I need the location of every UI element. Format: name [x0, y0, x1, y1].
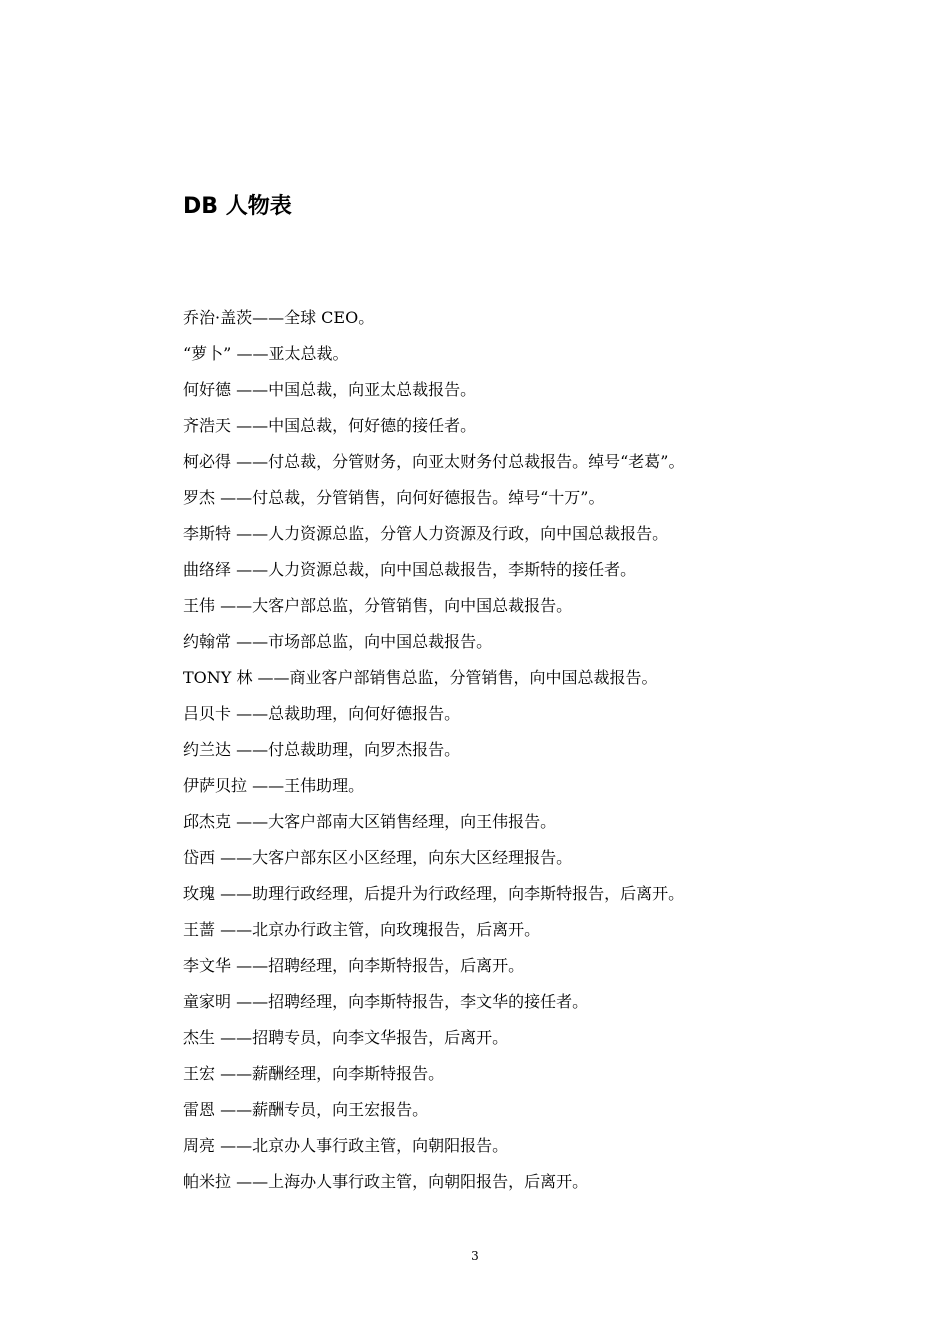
character-entry: 玫瑰 ——助理行政经理，后提升为行政经理，向李斯特报告，后离开。	[183, 884, 685, 903]
page-title: DB 人物表	[183, 194, 292, 219]
character-list	[183, 300, 903, 1200]
character-entry: 齐浩天 ——中国总裁，何好德的接任者。	[183, 416, 477, 435]
character-entry: 王伟 ——大客户部总监，分管销售，向中国总裁报告。	[183, 596, 573, 615]
character-entry: 伊萨贝拉 ——王伟助理。	[183, 776, 365, 795]
character-entry: 吕贝卡 ——总裁助理，向何好德报告。	[183, 704, 461, 723]
character-entry: 约翰常 ——市场部总监，向中国总裁报告。	[183, 632, 493, 651]
character-entry: 何好德 ——中国总裁，向亚太总裁报告。	[183, 380, 477, 399]
character-entry: 约兰达 ——付总裁助理，向罗杰报告。	[183, 740, 461, 759]
character-entry: 乔治·盖茨——全球 CEO。	[183, 308, 375, 327]
character-entry: 杰生 ——招聘专员，向李文华报告，后离开。	[183, 1028, 509, 1047]
character-entry: 曲络绎 ——人力资源总裁，向中国总裁报告，李斯特的接任者。	[183, 560, 637, 579]
character-entry: TONY 林 ——商业客户部销售总监，分管销售，向中国总裁报告。	[183, 668, 658, 687]
character-entry: 李斯特 ——人力资源总监，分管人力资源及行政，向中国总裁报告。	[183, 524, 669, 543]
character-entry: 帕米拉 ——上海办人事行政主管，向朝阳报告，后离开。	[183, 1172, 589, 1191]
character-entry: 王蔷 ——北京办行政主管，向玫瑰报告，后离开。	[183, 920, 541, 939]
page-number: 3	[471, 1249, 479, 1263]
character-entry: 邱杰克 ——大客户部南大区销售经理，向王伟报告。	[183, 812, 557, 831]
character-entry: 岱西 ——大客户部东区小区经理，向东大区经理报告。	[183, 848, 573, 867]
character-entry: 王宏 ——薪酬经理，向李斯特报告。	[183, 1064, 445, 1083]
character-entry: 柯必得 ——付总裁，分管财务，向亚太财务付总裁报告。绰号“老葛”。	[183, 452, 685, 471]
character-entry: 李文华 ——招聘经理，向李斯特报告，后离开。	[183, 956, 525, 975]
character-entry: 周亮 ——北京办人事行政主管，向朝阳报告。	[183, 1136, 509, 1155]
character-entry: “萝卜” ——亚太总裁。	[183, 344, 349, 363]
character-entry: 罗杰 ——付总裁，分管销售，向何好德报告。绰号“十万”。	[183, 488, 605, 507]
character-entry: 童家明 ——招聘经理，向李斯特报告，李文华的接任者。	[183, 992, 589, 1011]
character-entry: 雷恩 ——薪酬专员，向王宏报告。	[183, 1100, 429, 1119]
